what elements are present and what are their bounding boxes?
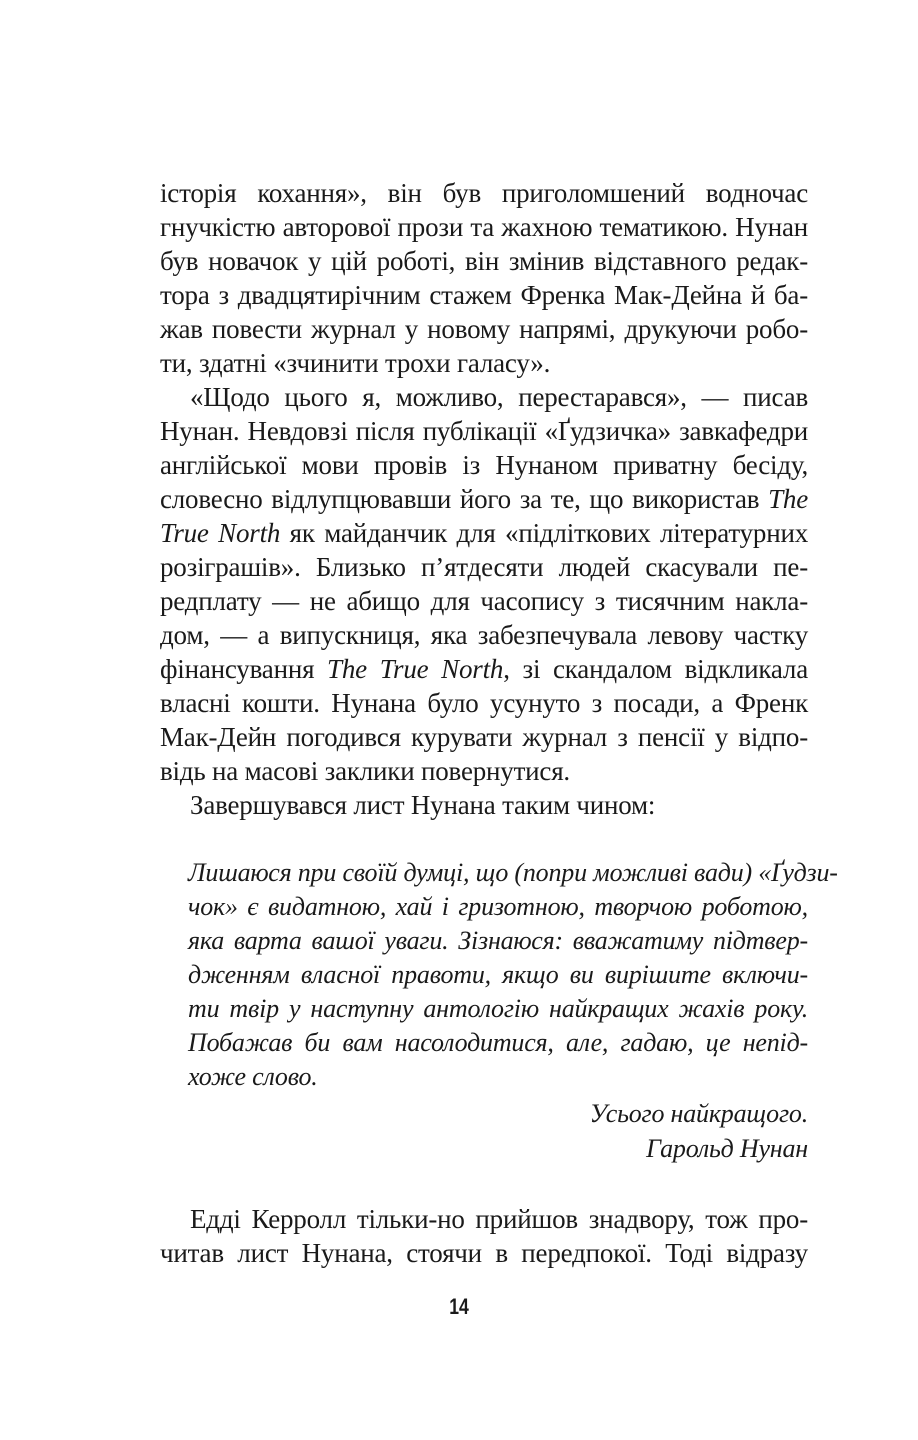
journal-title: True North xyxy=(160,518,281,548)
paragraph-4-line-1: Едді Керролл тільки-но прийшов знадвору, тож про- xyxy=(190,1204,808,1234)
paragraph-2-line-8: дом, — а випускниця, яка забезпечувала левову частку xyxy=(160,620,808,650)
paragraph-2-line-10: власні кошти. Нунана було усунуто з посади, а Френк xyxy=(160,688,808,718)
paragraph-2-line-12: відь на масові заклики повернутися. xyxy=(160,756,570,786)
paragraph-1-line-1: історія кохання», він був приголомшений водночас xyxy=(160,178,808,208)
paragraph-3-line-1: Завершувався лист Нунана таким чином: xyxy=(190,790,656,820)
letter-line-7: хоже слово. xyxy=(188,1062,318,1091)
paragraph-2-line-7: редплату — не абищо для часопису з тисячним накла- xyxy=(160,586,808,616)
paragraph-2-line-3: англійської мови провів із Нунаном приватну бесіду, xyxy=(160,450,808,480)
paragraph-1-line-3: був новачок у цій роботі, він змінив відставного редак- xyxy=(160,246,808,276)
letter-line-6: Побажав би вам насолодитися, але, гадаю, це непід- xyxy=(188,1028,808,1057)
paragraph-4-line-2: читав лист Нунана, стоячи в передпокої. Тоді відразу xyxy=(160,1238,808,1268)
paragraph-2-line-9 xyxy=(160,652,808,686)
paragraph-2-line-11: Мак-Дейн погодився курувати журнал з пенсії у відпо- xyxy=(160,722,808,752)
letter-line-5: ти твір у наступну антологію найкращих жахів року. xyxy=(188,994,808,1023)
letter-line-4: дженням власної правоти, якщо ви вирішите включи- xyxy=(188,960,808,989)
paragraph-1-line-5: жав повести журнал у новому напрямі, друкуючи робо- xyxy=(160,314,808,344)
letter-signature: Гарольд Нунан xyxy=(646,1134,808,1163)
line-text: словесно відлупцювавши його за те, що використав xyxy=(160,484,769,514)
line-text: фінансування xyxy=(160,654,328,684)
letter-closing: Усього найкращого. xyxy=(589,1099,808,1128)
journal-title: The xyxy=(768,484,808,514)
letter-line-2: чок» є видатною, хай і гризотною, творчою роботою, xyxy=(188,892,808,921)
page-number: 14 xyxy=(449,1294,469,1319)
line-text: , зі скандалом відкликала xyxy=(503,654,808,684)
paragraph-2-line-2: Нунан. Невдовзі після публікації «Ґудзичка» завкафедри xyxy=(160,416,808,446)
paragraph-2-line-6: розіграшів». Близько п’ятдесяти людей скасували пе- xyxy=(160,552,808,582)
paragraph-1-line-6: ти, здатні «зчинити трохи галасу». xyxy=(160,348,551,378)
line-text: як майданчик для «підліткових літературних xyxy=(280,518,808,548)
paragraph-2-line-1: «Щодо цього я, можливо, перестарався», — писав xyxy=(190,382,808,412)
paragraph-1-line-4: тора з двадцятирічним стажем Френка Мак-Дейна й ба- xyxy=(160,280,808,310)
paragraph-2-line-4 xyxy=(160,482,808,516)
paragraph-2-line-5 xyxy=(160,516,808,550)
letter-line-3: яка варта вашої уваги. Зізнаюся: вважатиму підтвер- xyxy=(188,926,808,955)
letter-line-1: Лишаюся при своїй думці, що (попри можливі вади) «Ґудзи- xyxy=(188,858,838,887)
journal-title: The True North xyxy=(327,654,504,684)
paragraph-1-line-2: гнучкістю авторової прози та жахною тематикою. Нунан xyxy=(160,212,808,242)
